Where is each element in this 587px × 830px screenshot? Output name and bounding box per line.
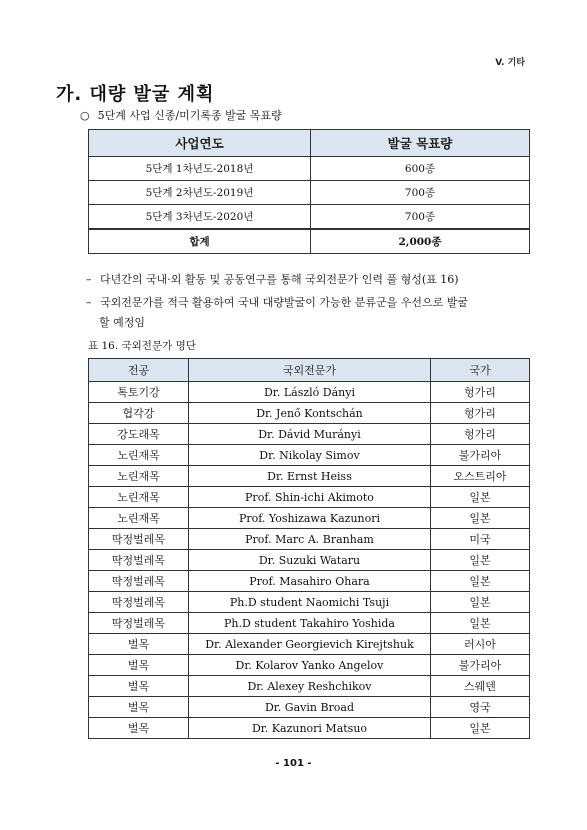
expert-cell: Prof. Shin-ichi Akimoto <box>188 487 430 508</box>
experts-header-expert: 국외전문가 <box>188 359 430 382</box>
expert-cell: Ph.D student Naomichi Tsuji <box>188 592 430 613</box>
country-cell: 영국 <box>430 697 529 718</box>
expert-cell: Ph.D student Takahiro Yoshida <box>188 613 430 634</box>
country-cell: 일본 <box>430 718 529 739</box>
major-cell: 딱정벌레목 <box>89 550 189 571</box>
expert-cell: Prof. Masahiro Ohara <box>188 571 430 592</box>
table-row <box>89 466 530 487</box>
dash-item <box>86 293 536 313</box>
country-cell: 일본 <box>430 487 529 508</box>
table-row <box>89 613 530 634</box>
table-row <box>89 445 530 466</box>
dash-item-text: 다년간의 국내·외 활동 및 공동연구를 통해 국외전문가 인력 풀 형성(표 16) <box>100 273 459 286</box>
expert-cell: Prof. Yoshizawa Kazunori <box>188 508 430 529</box>
table-row <box>89 487 530 508</box>
target-total-label: 합계 <box>89 229 311 254</box>
target-year-cell: 5단계 1차년도-2018년 <box>89 157 311 181</box>
major-cell: 노린재목 <box>89 466 189 487</box>
expert-cell: Prof. Marc A. Branham <box>188 529 430 550</box>
major-cell: 딱정벌레목 <box>89 613 189 634</box>
experts-header-major: 전공 <box>89 359 189 382</box>
major-cell: 톡토기강 <box>89 382 189 403</box>
dash-item <box>86 270 536 290</box>
country-cell: 헝가리 <box>430 382 529 403</box>
dash-item-text: 국외전문가를 적극 활용하여 국내 대량발굴이 가능한 분류군을 우선으로 발굴 <box>100 296 469 309</box>
section-title: 가. 대량 발굴 계획 <box>56 84 215 105</box>
major-cell: 노린재목 <box>89 508 189 529</box>
expert-cell: Dr. Suzuki Wataru <box>188 550 430 571</box>
expert-cell: Dr. Ernst Heiss <box>188 466 430 487</box>
expert-cell: Dr. Nikolay Simov <box>188 445 430 466</box>
expert-cell: Dr. Dávid Murányi <box>188 424 430 445</box>
table-row <box>89 508 530 529</box>
country-cell: 일본 <box>430 592 529 613</box>
table-row <box>89 697 530 718</box>
major-cell: 노린재목 <box>89 487 189 508</box>
target-year-cell: 5단계 2차년도-2019년 <box>89 181 311 205</box>
major-cell: 딱정벌레목 <box>89 571 189 592</box>
target-total-value: 2,000종 <box>311 229 530 254</box>
table-row <box>89 676 530 697</box>
major-cell: 벌목 <box>89 718 189 739</box>
page-number: - 101 - <box>275 758 312 769</box>
bullet-item <box>80 107 282 123</box>
table-row <box>89 571 530 592</box>
table-row <box>89 592 530 613</box>
dash-item-continuation: 할 예정임 <box>99 316 146 329</box>
country-cell: 일본 <box>430 508 529 529</box>
country-cell: 일본 <box>430 571 529 592</box>
expert-cell: Dr. Alexey Reshchikov <box>188 676 430 697</box>
experts-table-header-row <box>89 359 530 382</box>
target-year-cell: 5단계 3차년도-2020년 <box>89 205 311 230</box>
expert-cell: Dr. Gavin Broad <box>188 697 430 718</box>
table-row <box>89 157 530 181</box>
table-row <box>89 403 530 424</box>
country-cell: 러시아 <box>430 634 529 655</box>
country-cell: 오스트리아 <box>430 466 529 487</box>
country-cell: 불가리아 <box>430 655 529 676</box>
target-header-year: 사업연도 <box>89 130 311 157</box>
major-cell: 강도래목 <box>89 424 189 445</box>
target-goal-cell: 700종 <box>311 205 530 230</box>
major-cell: 딱정벌레목 <box>89 529 189 550</box>
table-row <box>89 718 530 739</box>
major-cell: 벌목 <box>89 676 189 697</box>
table-row <box>89 529 530 550</box>
table-caption: 표 16. 국외전문가 명단 <box>88 340 196 352</box>
expert-cell: Dr. Jenő Kontschán <box>188 403 430 424</box>
target-table <box>88 129 530 254</box>
country-cell: 일본 <box>430 613 529 634</box>
major-cell: 노린재목 <box>89 445 189 466</box>
expert-cell: Dr. László Dányi <box>188 382 430 403</box>
table-row <box>89 424 530 445</box>
experts-table-body <box>89 382 530 739</box>
country-cell: 불가리아 <box>430 445 529 466</box>
table-row <box>89 550 530 571</box>
dash-bullet-icon: – <box>86 273 92 286</box>
circle-bullet-icon: ○ <box>80 109 90 122</box>
target-total-row <box>89 229 530 254</box>
target-table-header-row <box>89 130 530 157</box>
expert-cell: Dr. Kazunori Matsuo <box>188 718 430 739</box>
table-row <box>89 205 530 230</box>
experts-header-country: 국가 <box>430 359 529 382</box>
running-head: V. 기타 <box>495 58 525 68</box>
country-cell: 일본 <box>430 550 529 571</box>
bullet-text: 5단계 사업 신종/미기록종 발굴 목표량 <box>97 109 282 122</box>
major-cell: 벌목 <box>89 634 189 655</box>
major-cell: 딱정벌레목 <box>89 592 189 613</box>
country-cell: 스웨덴 <box>430 676 529 697</box>
table-row <box>89 181 530 205</box>
table-row <box>89 634 530 655</box>
major-cell: 협각강 <box>89 403 189 424</box>
experts-table <box>88 358 530 739</box>
target-goal-cell: 700종 <box>311 181 530 205</box>
country-cell: 헝가리 <box>430 403 529 424</box>
table-row <box>89 655 530 676</box>
dash-bullet-icon: – <box>86 296 92 309</box>
expert-cell: Dr. Kolarov Yanko Angelov <box>188 655 430 676</box>
table-row <box>89 382 530 403</box>
major-cell: 벌목 <box>89 697 189 718</box>
major-cell: 벌목 <box>89 655 189 676</box>
country-cell: 미국 <box>430 529 529 550</box>
target-goal-cell: 600종 <box>311 157 530 181</box>
target-header-goal: 발굴 목표량 <box>311 130 530 157</box>
country-cell: 헝가리 <box>430 424 529 445</box>
expert-cell: Dr. Alexander Georgievich Kirejtshuk <box>188 634 430 655</box>
